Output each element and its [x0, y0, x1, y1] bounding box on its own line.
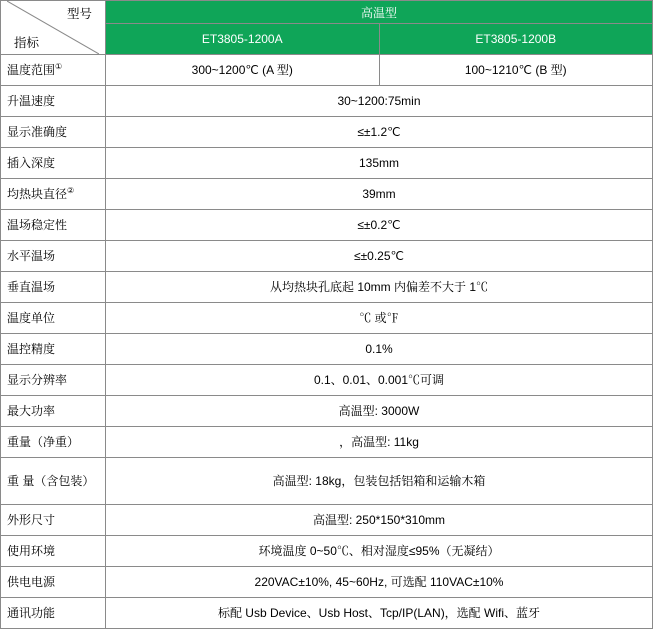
row-label-control-precision: 温控精度: [1, 334, 106, 365]
row-label-communication: 通讯功能: [1, 598, 106, 629]
table-row: [1, 427, 653, 458]
row-label-vertical-field: 垂直温场: [1, 272, 106, 303]
row-value-temperature-unit: ℃ 或℉: [106, 303, 653, 334]
row-label-temperature-range: [1, 55, 106, 86]
row-label-field-stability: 温场稳定性: [1, 210, 106, 241]
table-row: [1, 86, 653, 117]
table-row: [1, 179, 653, 210]
table-row: [1, 55, 653, 86]
corner-model-label: 型号: [66, 7, 92, 21]
row-label-block-diameter: [1, 179, 106, 210]
row-value-net-weight: ，高温型: 11kg: [106, 427, 653, 458]
row-value-operating-environment: 环境温度 0~50℃、相对湿度≤95%（无凝结）: [106, 536, 653, 567]
row-label-gross-weight: 重 量（含包装）: [1, 458, 106, 505]
table-row: [1, 241, 653, 272]
row-label-horizontal-field: 水平温场: [1, 241, 106, 272]
row-label-dimensions: 外形尺寸: [1, 505, 106, 536]
row-value-display-resolution: 0.1、0.01、0.001℃可调: [106, 365, 653, 396]
table-header-row-group: [1, 1, 653, 24]
table-row: [1, 117, 653, 148]
corner-inner: [7, 1, 99, 54]
row-label-text: 均热块直径: [7, 186, 68, 201]
table-row: [1, 210, 653, 241]
table-body: [1, 1, 653, 629]
row-value-temperature-range-b: 100~1210℃ (B 型): [379, 55, 653, 86]
row-label-footnote: ②: [67, 185, 75, 195]
table-row: [1, 148, 653, 179]
row-value-horizontal-field: ≤±0.25℃: [106, 241, 653, 272]
row-label-heating-rate: 升温速度: [1, 86, 106, 117]
row-label-temperature-unit: 温度单位: [1, 303, 106, 334]
row-value-insertion-depth: 135mm: [106, 148, 653, 179]
row-value-max-power: 高温型: 3000W: [106, 396, 653, 427]
row-value-power-supply: 220VAC±10%, 45~60Hz, 可选配 110VAC±10%: [106, 567, 653, 598]
row-label-net-weight: 重量（净重）: [1, 427, 106, 458]
row-label-insertion-depth: 插入深度: [1, 148, 106, 179]
row-value-field-stability: ≤±0.2℃: [106, 210, 653, 241]
table-corner-cell: [1, 1, 106, 55]
row-value-gross-weight: 高温型: 18kg，包装包括铝箱和运输木箱: [106, 458, 653, 505]
table-row: [1, 458, 653, 505]
row-label-footnote: ①: [55, 61, 63, 71]
row-value-control-precision: 0.1%: [106, 334, 653, 365]
row-value-temperature-range-a: 300~1200℃ (A 型): [106, 55, 380, 86]
table-row: [1, 396, 653, 427]
table-row: [1, 505, 653, 536]
row-value-vertical-field: 从均热块孔底起 10mm 内偏差不大于 1℃: [106, 272, 653, 303]
row-value-heating-rate: 30~1200:75min: [106, 86, 653, 117]
table-row: [1, 365, 653, 396]
table-row: [1, 567, 653, 598]
row-label-power-supply: 供电电源: [1, 567, 106, 598]
row-label-display-accuracy: 显示准确度: [1, 117, 106, 148]
table-row: [1, 303, 653, 334]
row-value-dimensions: 高温型: 250*150*310mm: [106, 505, 653, 536]
table-row: [1, 272, 653, 303]
table-row: [1, 598, 653, 629]
model-header-b: ET3805-1200B: [379, 24, 653, 55]
row-label-max-power: 最大功率: [1, 396, 106, 427]
corner-index-label: 指标: [14, 36, 40, 50]
row-value-block-diameter: 39mm: [106, 179, 653, 210]
row-value-display-accuracy: ≤±1.2℃: [106, 117, 653, 148]
row-label-display-resolution: 显示分辨率: [1, 365, 106, 396]
table-row: [1, 334, 653, 365]
row-label-text: 温度范围: [7, 62, 56, 77]
group-header-high-temp: 高温型: [106, 1, 653, 24]
table-row: [1, 536, 653, 567]
row-value-communication: 标配 Usb Device、Usb Host、Tcp/IP(LAN)，选配 Wifi、蓝牙: [106, 598, 653, 629]
model-header-a: ET3805-1200A: [106, 24, 380, 55]
row-label-operating-environment: 使用环境: [1, 536, 106, 567]
